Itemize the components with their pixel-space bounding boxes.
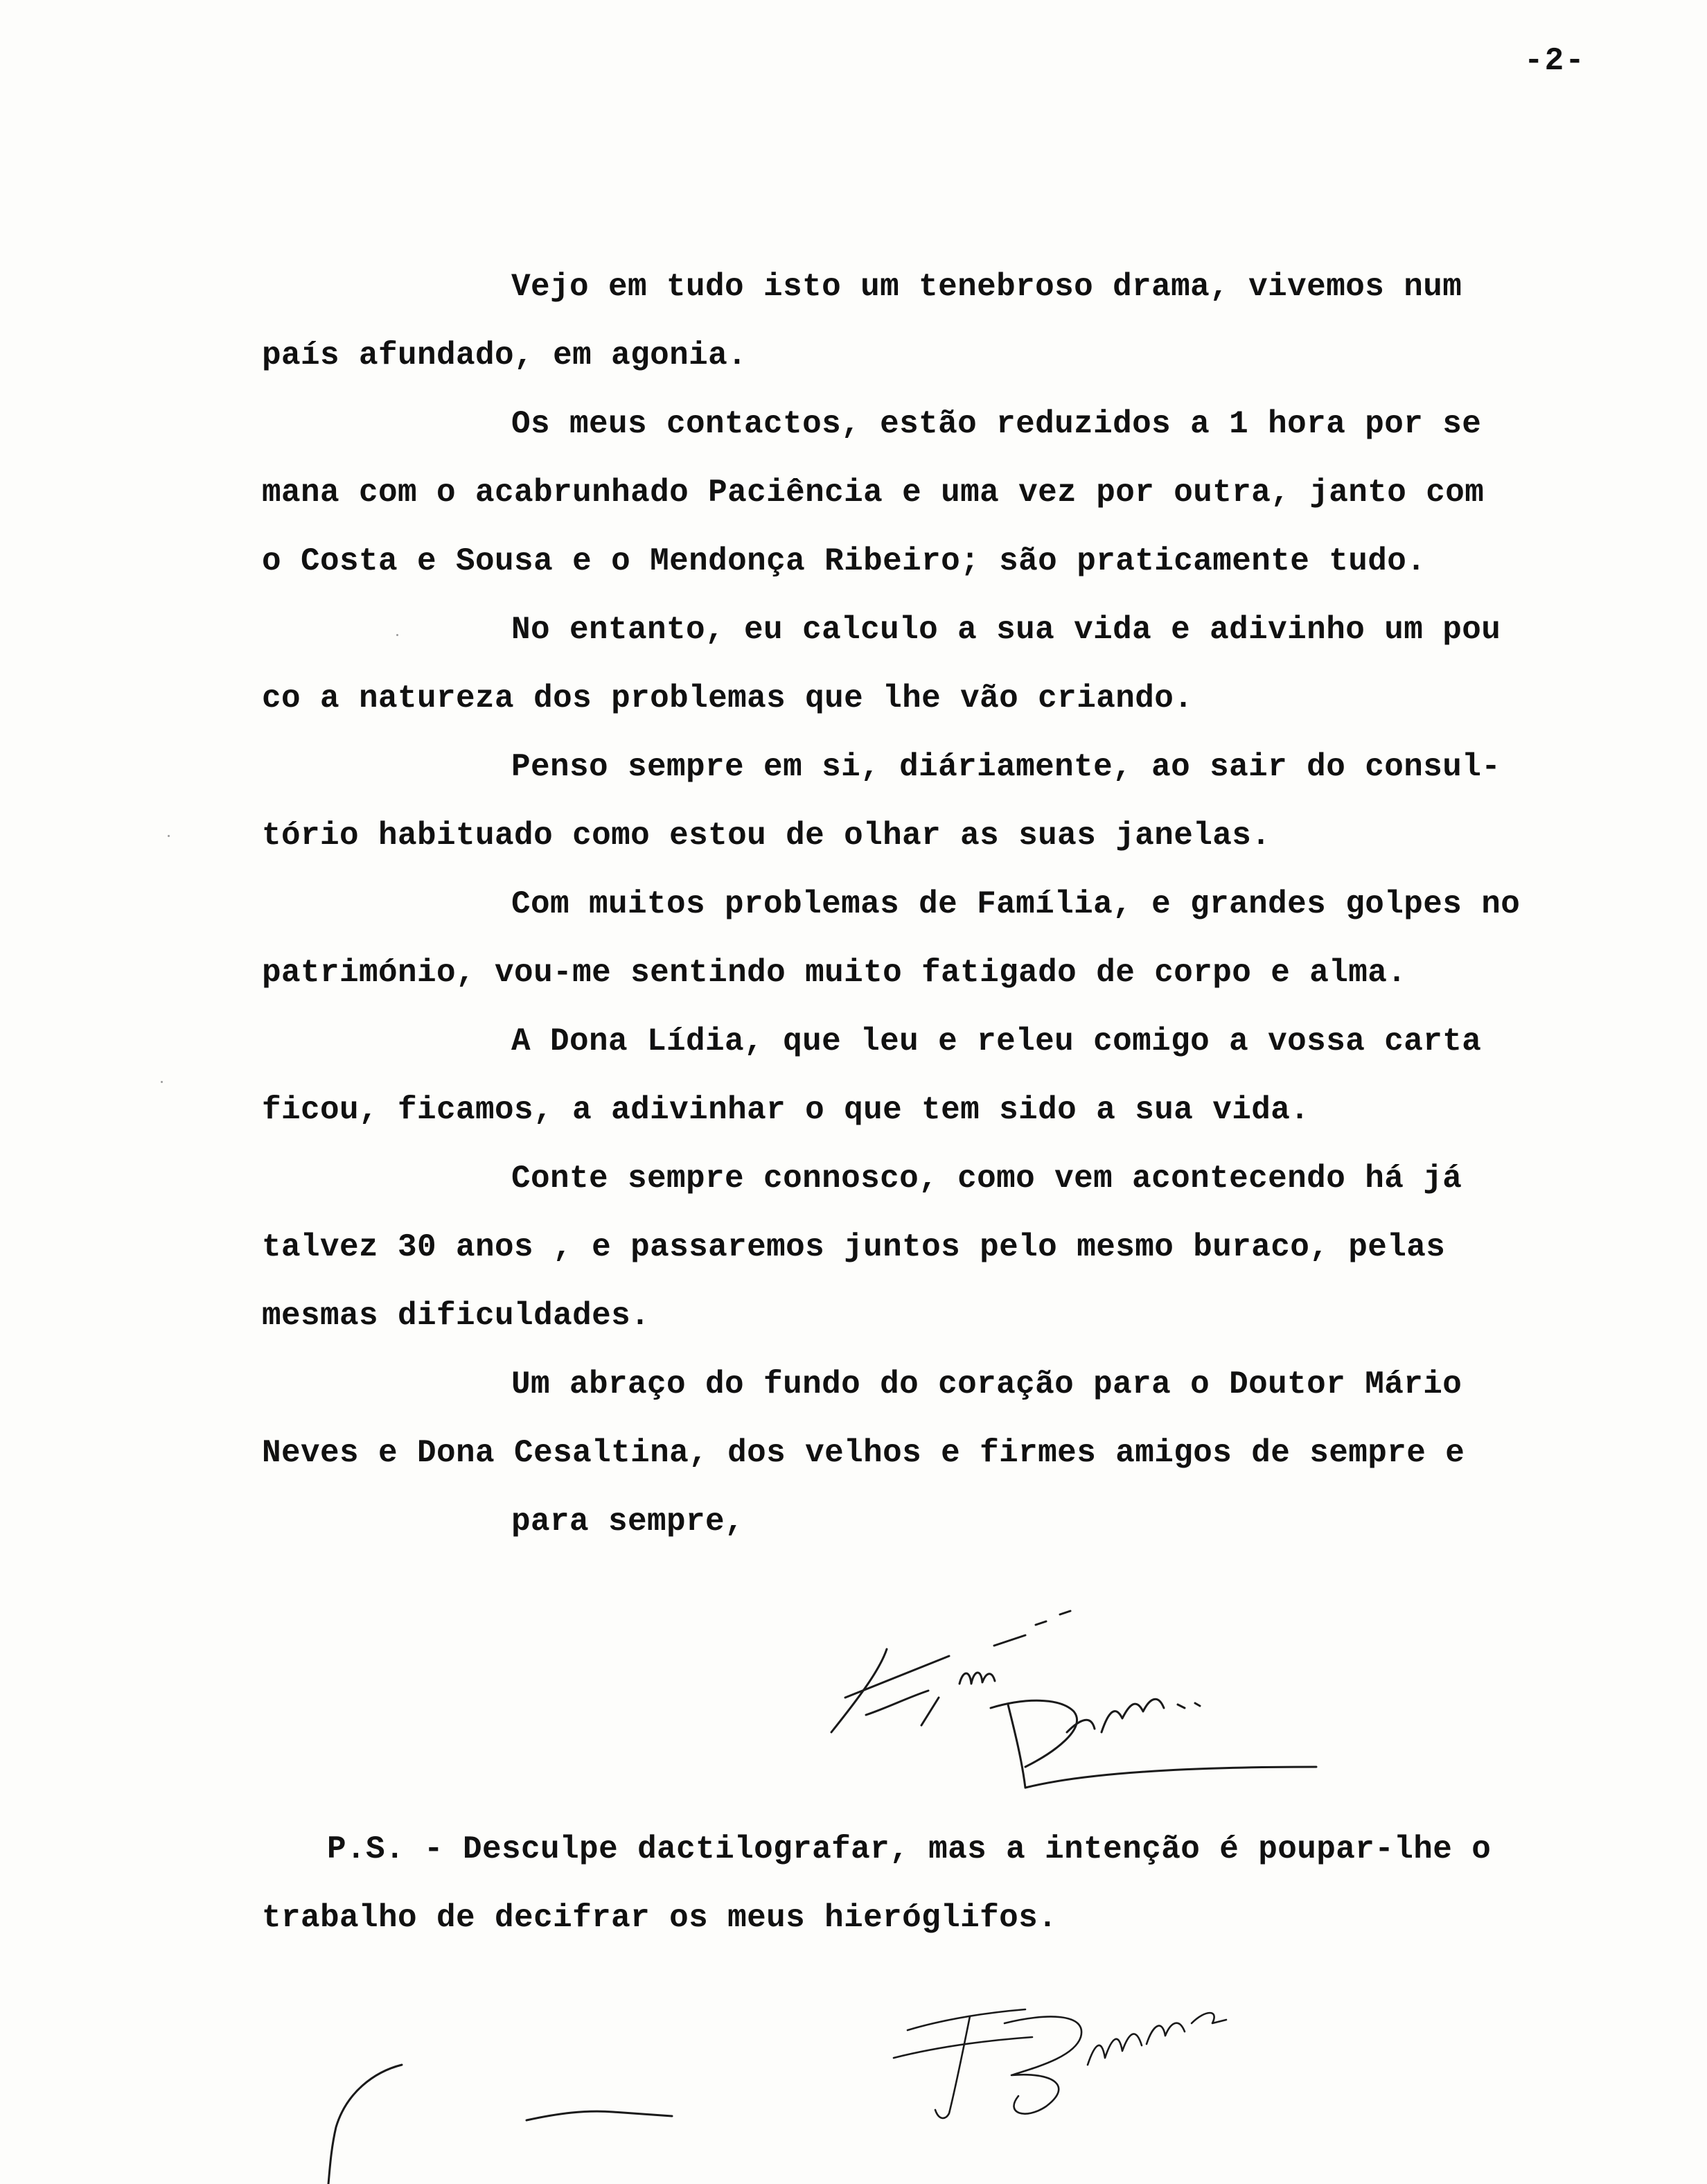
handwritten-initials: [880, 1982, 1268, 2127]
body-line: talvez 30 anos , e passaremos juntos pelo mesmo buraco, pelas: [262, 1229, 1446, 1265]
body-line: o Costa e Sousa e o Mendonça Ribeiro; são praticamente tudo.: [262, 543, 1426, 579]
body-line: país afundado, em agonia.: [262, 337, 748, 373]
page-number: -2-: [1524, 43, 1586, 79]
postscript-line: P.S. - Desculpe dactilografar, mas a intenção é poupar-lhe o: [327, 1831, 1492, 1867]
body-line: Um abraço do fundo do coração para o Doutor Mário: [511, 1366, 1462, 1402]
letter-body: [262, 253, 1620, 1556]
body-line: ficou, ficamos, a adivinhar o que tem sido a sua vida.: [262, 1092, 1310, 1128]
handwritten-stroke: [523, 2099, 675, 2134]
body-line: património, vou-me sentindo muito fatigado de corpo e alma.: [262, 955, 1407, 991]
body-line: No entanto, eu calculo a sua vida e adivinho um pou: [511, 612, 1501, 648]
paper-speck: [161, 1081, 163, 1083]
closing-line: para sempre,: [511, 1504, 745, 1540]
body-line: Vejo em tudo isto um tenebroso drama, vivemos num: [511, 269, 1462, 305]
body-line: Conte sempre connosco, como vem acontecendo há já: [511, 1161, 1462, 1197]
postscript-line: trabalho de decifrar os meus hieróglifos.: [262, 1900, 1058, 1936]
handwritten-mark: [305, 2058, 430, 2184]
handwritten-signature: [817, 1594, 1344, 1822]
body-line: tório habituado como estou de olhar as suas janelas.: [262, 818, 1271, 854]
body-line: Os meus contactos, estão reduzidos a 1 hora por se: [511, 406, 1482, 442]
body-line: Penso sempre em si, diáriamente, ao sair do consul-: [511, 749, 1501, 785]
body-line: A Dona Lídia, que leu e releu comigo a vossa carta: [511, 1023, 1482, 1059]
body-line: mana com o acabrunhado Paciência e uma vez por outra, janto com: [262, 475, 1485, 511]
paper-speck: [396, 634, 398, 636]
body-line: Com muitos problemas de Família, e grandes golpes no: [511, 886, 1521, 922]
body-line: co a natureza dos problemas que lhe vão criando.: [262, 680, 1194, 716]
body-line: Neves e Dona Cesaltina, dos velhos e firmes amigos de sempre e: [262, 1435, 1465, 1471]
postscript: [262, 1815, 1620, 1953]
body-line: mesmas dificuldades.: [262, 1298, 651, 1334]
paper-speck: [168, 835, 170, 837]
